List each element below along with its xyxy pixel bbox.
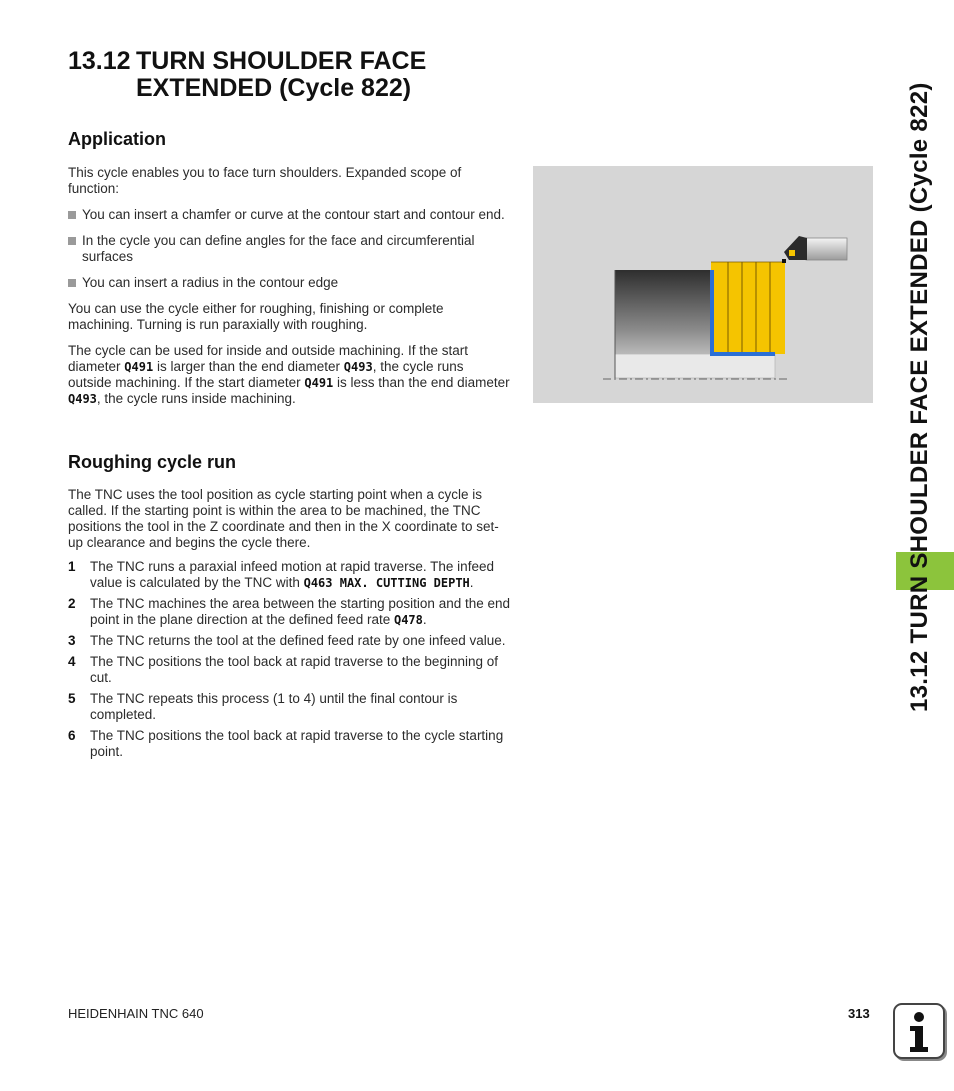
list-item: 5 The TNC repeats this process (1 to 4) until the final contour is completed. <box>68 691 458 722</box>
step-number: 5 <box>68 691 76 706</box>
list-item: 3 The TNC returns the tool at the defined feed rate by one infeed value. <box>68 633 506 648</box>
param-q478: Q478 <box>393 613 423 627</box>
list-item: You can insert a radius in the contour edge <box>68 275 510 291</box>
section-number: 13.12 <box>68 47 131 75</box>
material-to-remove <box>711 262 785 354</box>
application-paragraph-2: The cycle can be used for inside and outside machining. If the start diameter Q491 is larger than the end diameter Q493, the cycle runs outside machining. If the start diameter Q491 is less than the end diameter Q493, the cycle runs inside machining. <box>68 343 510 406</box>
section-title <box>68 48 508 102</box>
bullet-square-icon <box>68 211 76 219</box>
step-number: 4 <box>68 654 76 669</box>
section-title-line2: EXTENDED (Cycle 822) <box>136 74 412 102</box>
param-q491: Q491 <box>124 360 154 374</box>
side-running-header: 13.12 TURN SHOULDER FACE EXTENDED (Cycle 822) <box>906 82 933 712</box>
param-q493: Q493 <box>68 392 97 406</box>
cycle-illustration <box>533 166 873 403</box>
step-number: 2 <box>68 596 76 611</box>
param-q491: Q491 <box>304 376 334 390</box>
list-item: 1 The TNC runs a paraxial infeed motion at rapid traverse. The infeed value is calculated by the TNC with Q463 MAX. CUTTING DEPTH. <box>68 559 494 590</box>
bullet-square-icon <box>68 279 76 287</box>
param-q463: Q463 MAX. CUTTING DEPTH <box>303 576 470 590</box>
section-title-line1: TURN SHOULDER FACE <box>136 47 427 75</box>
list-item: You can insert a chamfer or curve at the contour start and contour end. <box>68 207 510 223</box>
step-number: 3 <box>68 633 76 648</box>
application-intro: This cycle enables you to face turn shoulders. Expanded scope of function: <box>68 165 462 196</box>
list-item: 4 The TNC positions the tool back at rapid traverse to the beginning of cut. <box>68 654 498 685</box>
step-number: 6 <box>68 728 76 743</box>
step-number: 1 <box>68 559 76 574</box>
page-number: 313 <box>848 1006 870 1021</box>
application-body <box>68 165 510 417</box>
bullet-square-icon <box>68 237 76 245</box>
roughing-body <box>68 487 510 765</box>
roughing-intro: The TNC uses the tool position as cycle starting point when a cycle is called. If the starting point is within the area to be machined, the TNC positions the tool in the Z coordinate and then in the X coordinate to set-up clearance and begins the cycle there. <box>68 487 499 550</box>
list-item: 6 The TNC positions the tool back at rapid traverse to the cycle starting point. <box>68 728 504 759</box>
list-item: 2 The TNC machines the area between the starting position and the end point in the plane direction at the defined feed rate Q478. <box>68 596 511 627</box>
footer-product: HEIDENHAIN TNC 640 <box>68 1006 204 1021</box>
roughing-heading: Roughing cycle run <box>68 452 237 472</box>
info-icon <box>893 1003 945 1059</box>
turning-tool-icon <box>782 236 847 263</box>
application-heading: Application <box>68 129 166 149</box>
cycle-diagram <box>533 166 873 403</box>
param-q493: Q493 <box>343 360 373 374</box>
list-item: In the cycle you can define angles for the face and circumferential surfaces <box>68 233 510 265</box>
application-paragraph-1: You can use the cycle either for roughing, finishing or complete machining. Turning is run paraxially with roughing. <box>68 301 444 332</box>
